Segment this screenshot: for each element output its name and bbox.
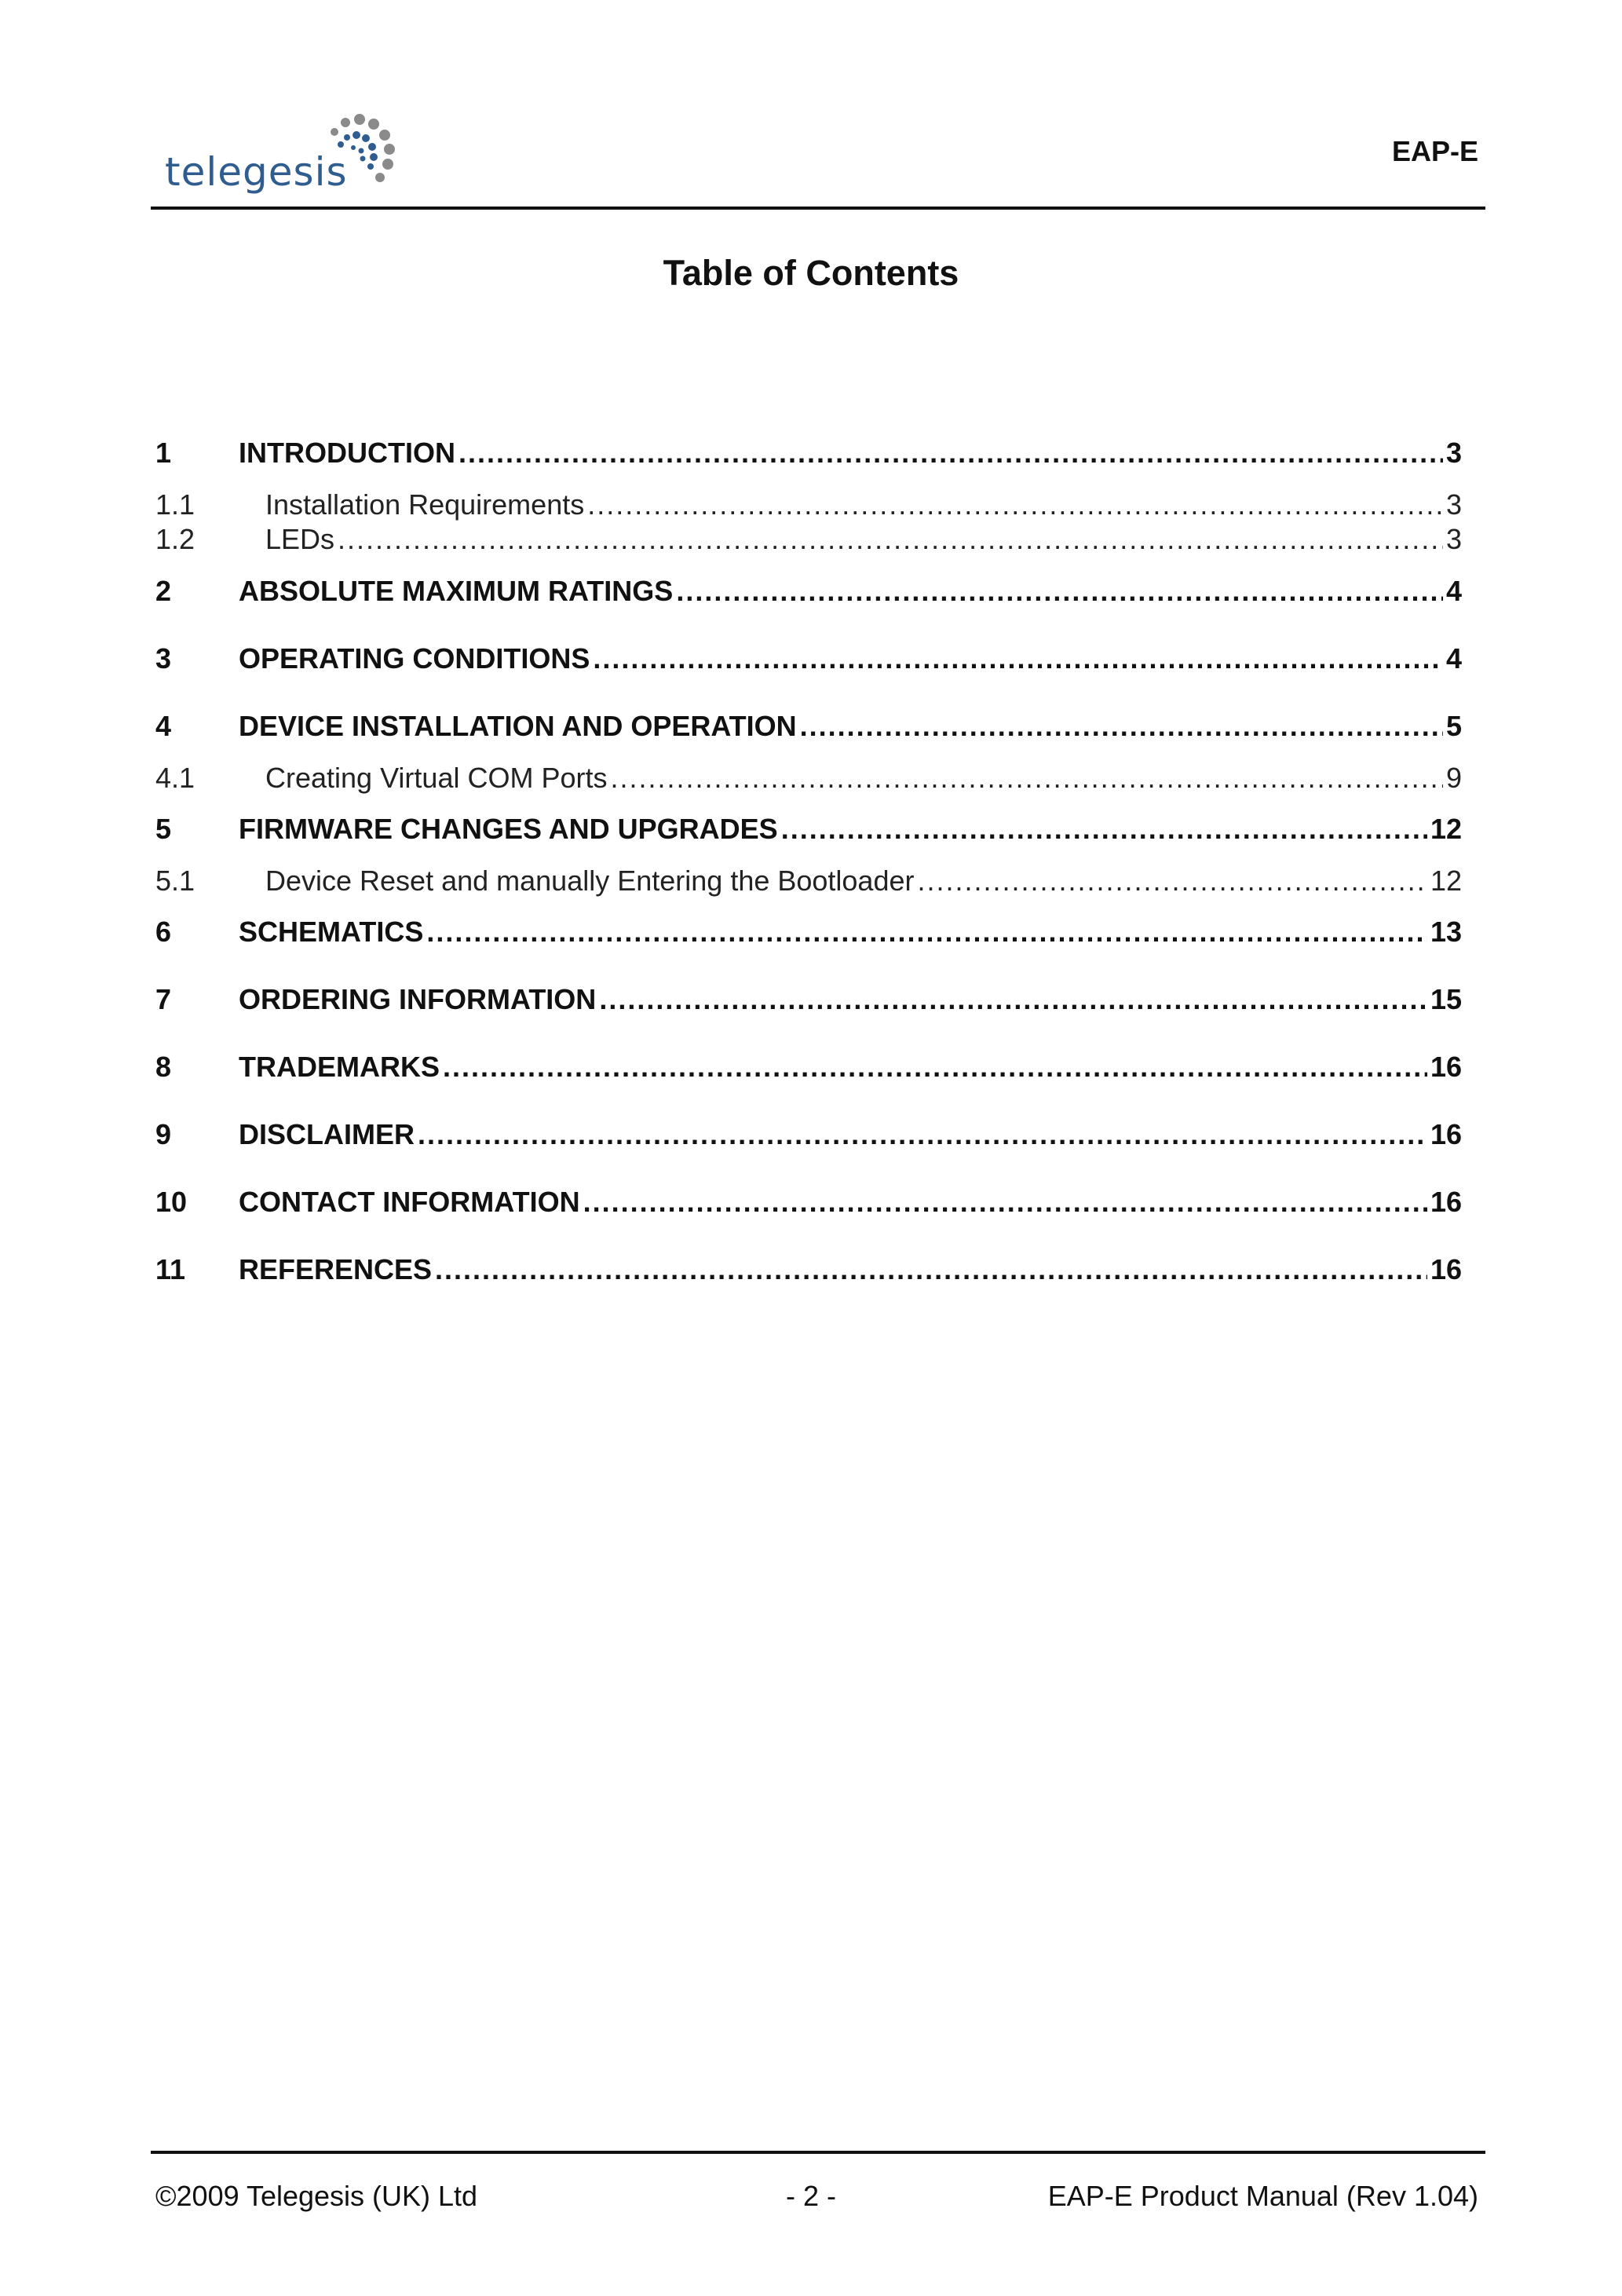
dot-leader <box>426 916 1427 949</box>
toc-entry[interactable] <box>155 575 1462 611</box>
footer-rule <box>151 2151 1485 2154</box>
dot-leader <box>599 983 1427 1016</box>
toc-entry-number: 6 <box>155 916 172 948</box>
dot-leader <box>676 575 1443 608</box>
toc-entry-number: 9 <box>155 1118 172 1150</box>
dot-leader <box>593 642 1443 675</box>
dot-leader <box>583 1186 1427 1219</box>
toc-entry-number: 7 <box>155 983 172 1015</box>
toc-entry-number: 2 <box>155 575 172 607</box>
toc-entry[interactable] <box>155 1186 1462 1222</box>
dot-leader <box>435 1253 1427 1286</box>
page-title: Table of Contents <box>663 253 959 293</box>
dot-leader <box>800 710 1443 743</box>
toc-entry-title: ORDERING INFORMATION <box>239 983 597 1015</box>
dot-leader <box>418 1118 1427 1151</box>
dot-leader <box>610 762 1442 795</box>
toc-entry[interactable] <box>155 1051 1462 1087</box>
toc-entry-title: CONTACT INFORMATION <box>239 1186 580 1218</box>
toc-entry-page: 3 <box>1445 488 1462 521</box>
toc-entry[interactable] <box>155 865 1462 901</box>
toc-entry-title: INTRODUCTION <box>239 437 455 469</box>
toc-entry-number: 4 <box>155 710 172 742</box>
toc-entry-page: 16 <box>1430 1118 1462 1150</box>
toc-entry-page: 16 <box>1430 1186 1462 1218</box>
toc-entry-number: 5 <box>155 813 172 845</box>
toc-entry-page: 5 <box>1445 710 1462 742</box>
toc-entry-page: 4 <box>1445 575 1462 607</box>
toc-entry-title: DEVICE INSTALLATION AND OPERATION <box>239 710 797 742</box>
header-rule <box>151 207 1485 210</box>
toc-entry-page: 3 <box>1445 523 1462 555</box>
dot-leader <box>918 865 1427 898</box>
toc-entry-title: ABSOLUTE MAXIMUM RATINGS <box>239 575 674 607</box>
document-code: EAP-E <box>1391 135 1478 167</box>
toc-entry[interactable] <box>155 437 1462 473</box>
toc-entry-title: Device Reset and manually Entering the Bootloader <box>265 865 915 897</box>
toc-entry-title: TRADEMARKS <box>239 1051 440 1083</box>
toc-entry-page: 13 <box>1430 916 1462 948</box>
toc-entry-title: LEDs <box>265 523 335 555</box>
toc-entry-title: OPERATING CONDITIONS <box>239 642 590 675</box>
footer-document-title: EAP-E Product Manual (Rev 1.04) <box>1047 2180 1478 2212</box>
toc-entry[interactable] <box>155 813 1462 849</box>
dot-leader <box>443 1051 1427 1084</box>
toc-entry[interactable] <box>155 916 1462 952</box>
toc-entry-page: 12 <box>1430 865 1462 897</box>
toc-entry-title: DISCLAIMER <box>239 1118 415 1150</box>
toc-entry-page: 16 <box>1430 1253 1462 1285</box>
toc-entry-number: 3 <box>155 642 172 675</box>
dot-leader <box>338 523 1443 556</box>
toc-entry[interactable] <box>155 523 1462 559</box>
toc-entry[interactable] <box>155 1118 1462 1154</box>
dot-leader <box>587 488 1443 521</box>
toc-entry[interactable] <box>155 488 1462 525</box>
page-number: - 2 - <box>785 2180 836 2212</box>
toc-entry-page: 4 <box>1445 642 1462 675</box>
toc-entry-title: Installation Requirements <box>265 488 585 521</box>
toc-entry[interactable] <box>155 1253 1462 1289</box>
toc-entry-title: FIRMWARE CHANGES AND UPGRADES <box>239 813 778 845</box>
toc-entry-page: 16 <box>1430 1051 1462 1083</box>
toc-entry-title: REFERENCES <box>239 1253 433 1285</box>
toc-entry-title: Creating Virtual COM Ports <box>265 762 608 794</box>
toc-entry[interactable] <box>155 762 1462 798</box>
toc-entry[interactable] <box>155 642 1462 678</box>
toc-entry-page: 9 <box>1445 762 1462 794</box>
logo-swirl-icon <box>319 112 397 198</box>
toc-entry-page: 12 <box>1430 813 1462 845</box>
footer-copyright: ©2009 Telegesis (UK) Ltd <box>155 2180 478 2212</box>
logo-wordmark: telegesis <box>165 149 348 195</box>
dot-leader <box>458 437 1443 470</box>
toc-entry[interactable] <box>155 710 1462 746</box>
toc-entry-number: 8 <box>155 1051 172 1083</box>
toc-entry-page: 15 <box>1430 983 1462 1015</box>
toc-entry[interactable] <box>155 983 1462 1019</box>
telegesis-logo <box>165 112 400 206</box>
toc-entry-number: 11 <box>155 1253 186 1285</box>
toc-entry-page: 3 <box>1445 437 1462 469</box>
toc-entry-number: 10 <box>155 1186 188 1218</box>
toc-entry-number: 5.1 <box>155 865 195 897</box>
toc-entry-number: 1 <box>155 437 172 469</box>
toc-entry-number: 4.1 <box>155 762 195 794</box>
dot-leader <box>781 813 1427 846</box>
toc-entry-title: SCHEMATICS <box>239 916 424 948</box>
toc-entry-number: 1.1 <box>155 488 195 521</box>
toc-entry-number: 1.2 <box>155 523 195 555</box>
